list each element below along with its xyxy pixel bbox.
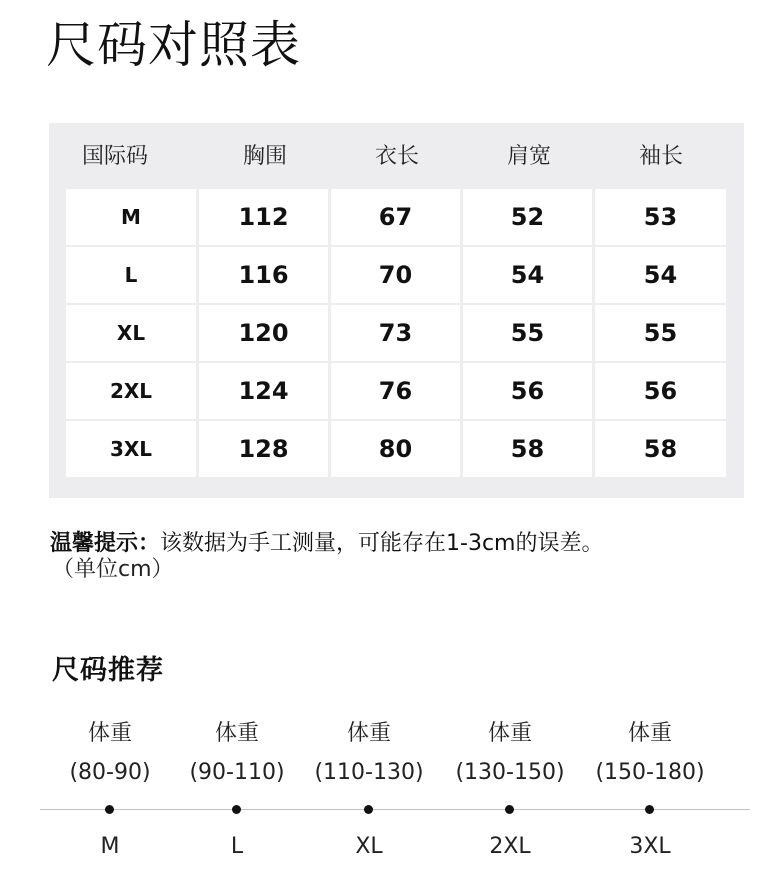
tip-text: 该数据为手工测量，可能存在1-3cm的误差。: [160, 531, 604, 556]
weight-label: 体重: [487, 721, 532, 746]
table-cell: 128: [199, 421, 328, 477]
weight-label: 体重: [346, 721, 391, 746]
scale-dot: [505, 805, 514, 814]
table-row: [66, 421, 726, 477]
size-label: 3XL: [629, 834, 671, 859]
table-cell: 112: [199, 189, 328, 245]
recommend-title: 尺码推荐: [52, 655, 164, 686]
table-cell: 80: [331, 421, 460, 477]
header-shoulder: 肩宽: [506, 144, 551, 169]
table-cell: XL: [66, 305, 196, 361]
scale-dot: [645, 805, 654, 814]
table-row: [66, 247, 726, 303]
table-cell: M: [66, 189, 196, 245]
table-cell: 58: [463, 421, 592, 477]
scale-dot: [364, 805, 373, 814]
table-cell: 55: [463, 305, 592, 361]
table-row: [66, 189, 726, 245]
table-cell: 120: [199, 305, 328, 361]
table-cell: 124: [199, 363, 328, 419]
table-cell: 70: [331, 247, 460, 303]
header-length: 衣长: [374, 144, 419, 169]
table-header: [49, 123, 744, 187]
table-cell: 3XL: [66, 421, 196, 477]
table-cell: 2XL: [66, 363, 196, 419]
page-title: 尺码对照表: [46, 16, 301, 74]
scale-dot: [232, 805, 241, 814]
table-cell: 58: [595, 421, 726, 477]
header-international-size: 国际码: [81, 144, 148, 169]
weight-label: 体重: [87, 721, 132, 746]
table-cell: 76: [331, 363, 460, 419]
size-label: 2XL: [489, 834, 531, 859]
table-cell: 56: [595, 363, 726, 419]
table-cell: 54: [463, 247, 592, 303]
header-chest: 胸围: [242, 144, 287, 169]
table-cell: 73: [331, 305, 460, 361]
table-row: [66, 363, 726, 419]
weight-range: (80-90): [69, 760, 151, 785]
weight-label: 体重: [627, 721, 672, 746]
header-sleeve: 袖长: [638, 144, 683, 169]
scale-line: [40, 809, 750, 810]
table-cell: 52: [463, 189, 592, 245]
size-label: L: [230, 834, 244, 859]
tip-label: 温馨提示：: [50, 531, 161, 556]
weight-range: (90-110): [189, 760, 285, 785]
size-label: M: [100, 834, 120, 859]
weight-range: (150-180): [595, 760, 705, 785]
weight-range: (110-130): [314, 760, 424, 785]
scale-dot: [105, 805, 114, 814]
weight-label: 体重: [214, 721, 259, 746]
table-cell: 53: [595, 189, 726, 245]
table-cell: 55: [595, 305, 726, 361]
table-cell: 116: [199, 247, 328, 303]
table-cell: 56: [463, 363, 592, 419]
table-row: [66, 305, 726, 361]
size-label: XL: [355, 834, 383, 859]
size-table: [49, 123, 744, 498]
table-cell: 67: [331, 189, 460, 245]
unit-note: （单位cm）: [52, 557, 174, 582]
weight-range: (130-150): [455, 760, 565, 785]
table-cell: L: [66, 247, 196, 303]
table-cell: 54: [595, 247, 726, 303]
measurement-tip: [50, 529, 603, 559]
